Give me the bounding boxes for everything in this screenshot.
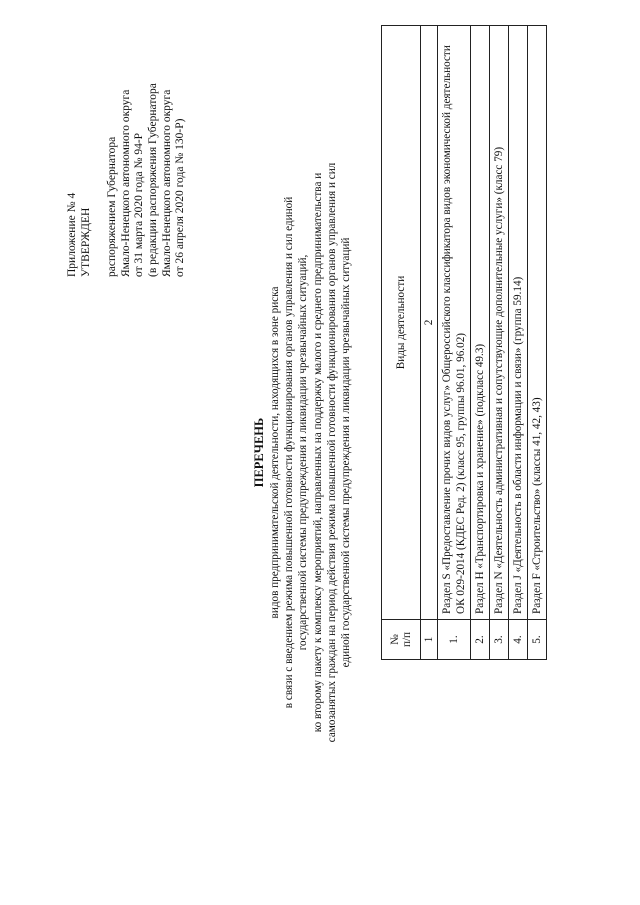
table-row <box>490 26 509 660</box>
subtitle-line: ко второму пакету к комплексу мероприятий, направленных на поддержку малого и среднего предпринимательства и <box>311 172 324 733</box>
document-subtitle <box>268 55 353 850</box>
table-row <box>528 26 547 660</box>
approval-line: распоряжением Губернатора <box>106 136 119 277</box>
header-activity: Виды деятельности <box>382 26 421 620</box>
activities-table <box>381 25 547 660</box>
subtitle-line: видов предпринимательской деятельности, находящихся в зоне риска <box>269 286 281 619</box>
row-activity: Раздел S «Предоставление прочих видов услуг» Общероссийского классификатора видов экономической деятельности ОК 029-2014 (КДЕС Ред. 2) (класс 95, группы 96.01, 96.02) <box>438 26 471 620</box>
appendix-label: Приложение № 4 <box>66 192 78 277</box>
table-row <box>509 26 528 660</box>
row-num: 1. <box>438 620 471 660</box>
row-num: 3. <box>490 620 509 660</box>
document-title: ПЕРЕЧЕНЬ <box>252 417 266 488</box>
index-num: 1 <box>421 620 438 660</box>
approval-line: от 26 апреля 2020 года № 130-Р) <box>174 118 187 277</box>
row-num: 4. <box>509 620 528 660</box>
row-activity: Раздел H «Транспортировка и хранение» (подкласс 49.3) <box>471 26 490 620</box>
approval-line: (в редакции распоряжения Губернатора <box>146 83 159 277</box>
row-activity: Раздел J «Деятельность в области информации и связи» (группа 59.14) <box>509 26 528 620</box>
index-activity: 2 <box>421 26 438 620</box>
subtitle-line: государственной системы предупреждения и ликвидации чрезвычайных ситуаций, <box>297 254 310 651</box>
table-header-row <box>382 26 421 660</box>
approved-label: УТВЕРЖДЕН <box>79 207 92 277</box>
row-num: 5. <box>528 620 547 660</box>
table-index-row <box>421 26 438 660</box>
row-activity: Раздел N «Деятельность административная и сопутствующие дополнительные услуги» (класс 79) <box>490 26 509 620</box>
table-row <box>471 26 490 660</box>
approval-line: Ямало-Ненецкого автономного округа <box>119 89 132 277</box>
row-activity: Раздел F «Строительство» (классы 41, 42, 43) <box>528 26 547 620</box>
header-num: № п/п <box>382 620 421 660</box>
row-num: 2. <box>471 620 490 660</box>
approval-line: от 31 марта 2020 года № 94-Р <box>133 132 146 277</box>
approval-line: Ямало-Ненецкого автономного округа <box>160 89 173 277</box>
subtitle-line: единой государственной системы предупреждения и ликвидации чрезвычайных ситуаций <box>340 237 353 668</box>
subtitle-line: в связи с введением режима повышенной готовности функционирования органов управления и сил единой <box>283 196 296 709</box>
approval-block <box>66 83 188 277</box>
subtitle-line: самозанятых граждан на период действия режима повышенной готовности функционирования органов управления и сил <box>325 162 338 743</box>
table-row <box>438 26 471 660</box>
